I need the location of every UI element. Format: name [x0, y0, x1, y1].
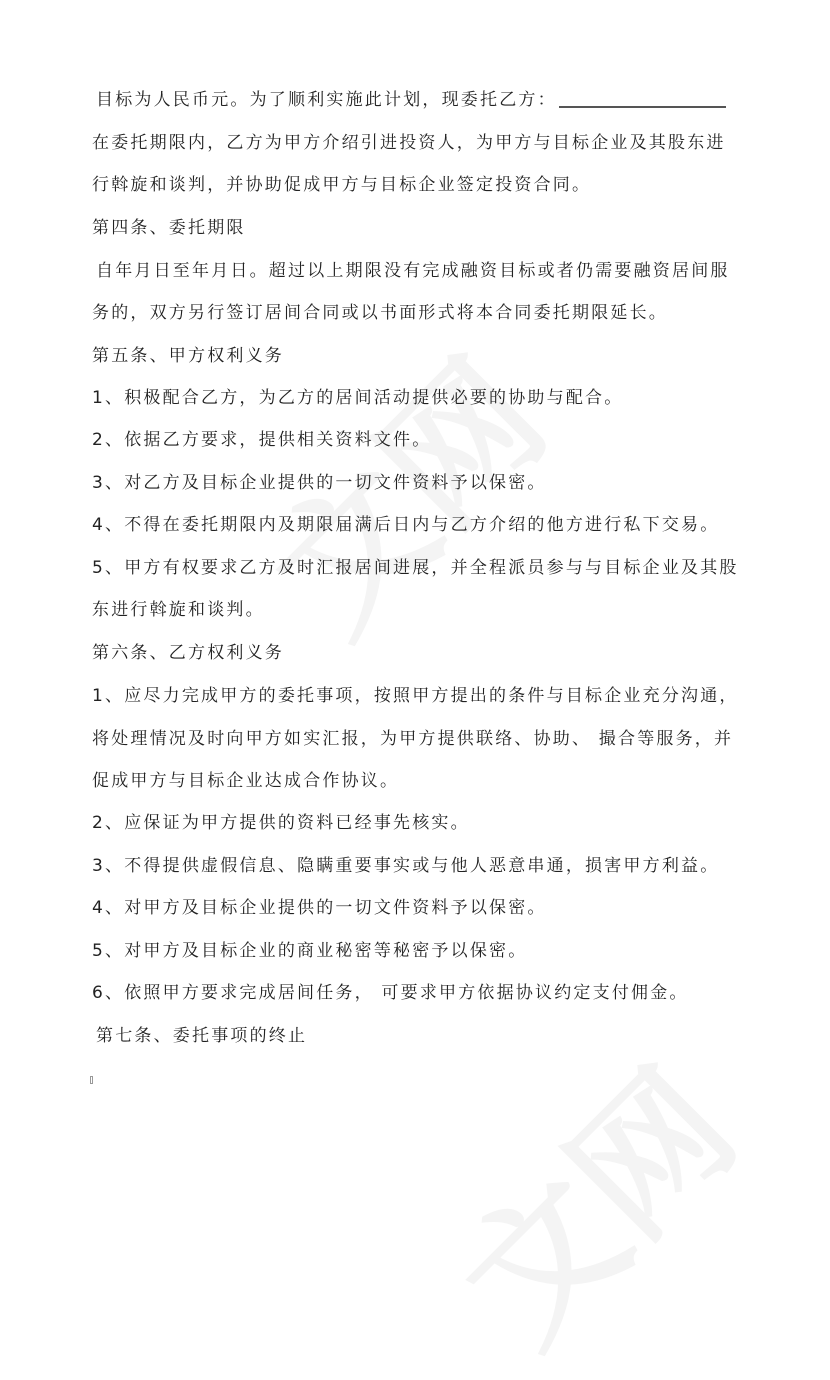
list-item: 3、对乙方及目标企业提供的一切文件资料予以保密。: [92, 473, 547, 493]
paragraph-line: 目标为人民币元。为了顺利实施此计划，现委托乙方：: [96, 90, 557, 110]
list-item: 2、依据乙方要求，提供相关资料文件。: [92, 430, 432, 450]
list-item-continued: 促成甲方与目标企业达成合作协议。: [92, 771, 400, 791]
list-item: 3、不得提供虚假信息、隐瞒重要事实或与他人恶意串通，损害甲方利益。: [92, 856, 720, 876]
paragraph-line: 务的，双方另行签订居间合同或以书面形式将本合同委托期限延长。: [92, 303, 668, 323]
paragraph-line: 在委托期限内，乙方为甲方介绍引进投资人，为甲方与目标企业及其股东进: [92, 133, 726, 153]
paragraph-line: 自年月日至年月日。超过以上期限没有完成融资目标或者仍需要融资居间服: [96, 261, 730, 281]
list-item: 6、依照甲方要求完成居间任务， 可要求甲方依据协议约定支付佣金。: [92, 983, 689, 1003]
list-item-continued: 将处理情况及时向甲方如实汇报，为甲方提供联络、协助、 撮合等服务，并: [92, 729, 734, 749]
blank-underline: [559, 106, 726, 108]
section-heading: 第七条、委托事项的终止: [96, 1026, 308, 1046]
list-item: 1、积极配合乙方，为乙方的居间活动提供必要的协助与配合。: [92, 388, 624, 408]
paragraph-line: 行斡旋和谈判，并协助促成甲方与目标企业签定投资合同。: [92, 175, 592, 195]
list-item: 5、甲方有权要求乙方及时汇报居间进展，并全程派员参与与目标企业及其股: [92, 558, 739, 578]
list-item: 2、应保证为甲方提供的资料已经事先核实。: [92, 813, 470, 833]
section-heading: 第四条、委托期限: [92, 218, 246, 238]
section-heading: 第五条、甲方权利义务: [92, 346, 284, 366]
list-item-continued: 东进行斡旋和谈判。: [92, 600, 265, 620]
list-item: 5、对甲方及目标企业的商业秘密等秘密予以保密。: [92, 941, 528, 961]
watermark: [408, 1016, 773, 1380]
list-item: 1、应尽力完成甲方的委托事项，按照甲方提出的条件与目标企业充分沟通，: [92, 686, 739, 706]
section-heading: 第六条、乙方权利义务: [92, 643, 284, 663]
list-item: 4、对甲方及目标企业提供的一切文件资料予以保密。: [92, 898, 547, 918]
list-item: 4、不得在委托期限内及期限届满后日内与乙方介绍的他方进行私下交易。: [92, 515, 720, 535]
paragraph-marker-icon: [90, 1076, 93, 1084]
